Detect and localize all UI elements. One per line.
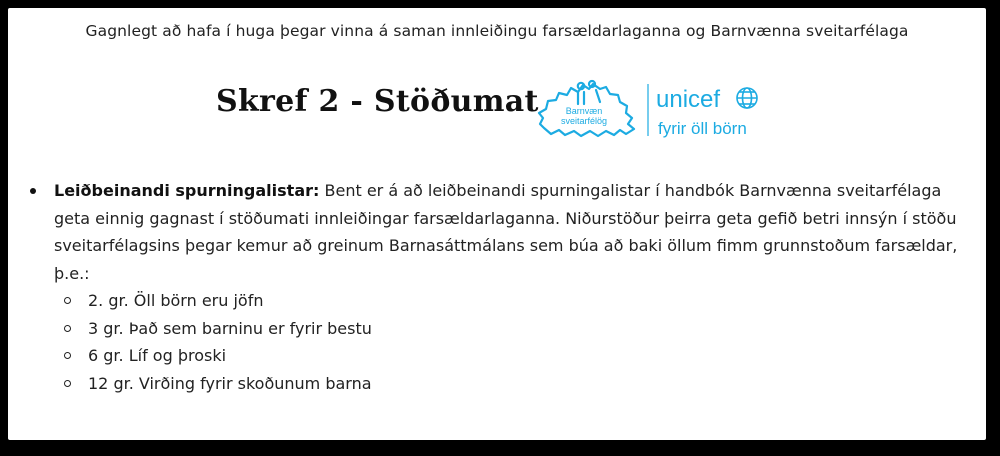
unicef-globe-icon <box>737 88 757 108</box>
list-item <box>30 315 970 343</box>
barnvaen-unicef-logo <box>534 76 764 140</box>
list-item <box>30 287 970 315</box>
list-item-text: 2. gr. Öll börn eru jöfn <box>88 291 264 310</box>
bullet-item <box>30 177 970 287</box>
unicef-tagline: fyrir öll börn <box>658 119 747 138</box>
logo-text-sveitarfelog: sveitarfélög <box>560 116 608 126</box>
unicef-wordmark: unicef <box>656 86 721 113</box>
bullet-lead-text: Leiðbeinandi spurningalistar: <box>54 181 320 200</box>
circle-bullet-icon <box>64 352 71 359</box>
list-item-text: 3 gr. Það sem barninu er fyrir bestu <box>88 318 372 338</box>
slide-page <box>8 8 986 440</box>
list-item <box>30 370 970 398</box>
logo-text-barnvaen: Barnvæn <box>565 106 603 116</box>
circle-bullet-icon <box>64 380 71 387</box>
slide-frame <box>3 3 988 444</box>
content-body <box>30 177 970 397</box>
logo-graphic <box>534 76 764 140</box>
slide-subtitle: Gagnlegt að hafa í huga þegar vinna á saman innleiðingu farsældarlaganna og Barnvænna sveitarfélaga <box>85 22 909 40</box>
list-item <box>30 342 970 370</box>
list-item-text: 6 gr. Líf og þroski <box>88 346 227 365</box>
circle-bullet-icon <box>64 297 71 304</box>
bullet-dot-icon <box>30 188 36 194</box>
article-list <box>30 287 970 397</box>
circle-bullet-icon <box>64 325 71 332</box>
page-title: Skref 2 - Stöðumat <box>216 84 539 119</box>
bullet-body-text: Bent er á að leiðbeinandi spurningalistar í handbók Barnvænna sveitarfélaga geta einnig gagnast í stöðumati innleiðingar farsældarlaganna. Niðurstöður þeirra geta gefið betri innsýn í stöðu sveitarfélagsins þegar kemur að greinum Barnasáttmálans sem búa að baki öllum fimm grunnstoðum farsældar, þ.e.: <box>54 181 958 283</box>
list-item-text: 12 gr. Virðing fyrir skoðunum barna <box>88 373 372 393</box>
